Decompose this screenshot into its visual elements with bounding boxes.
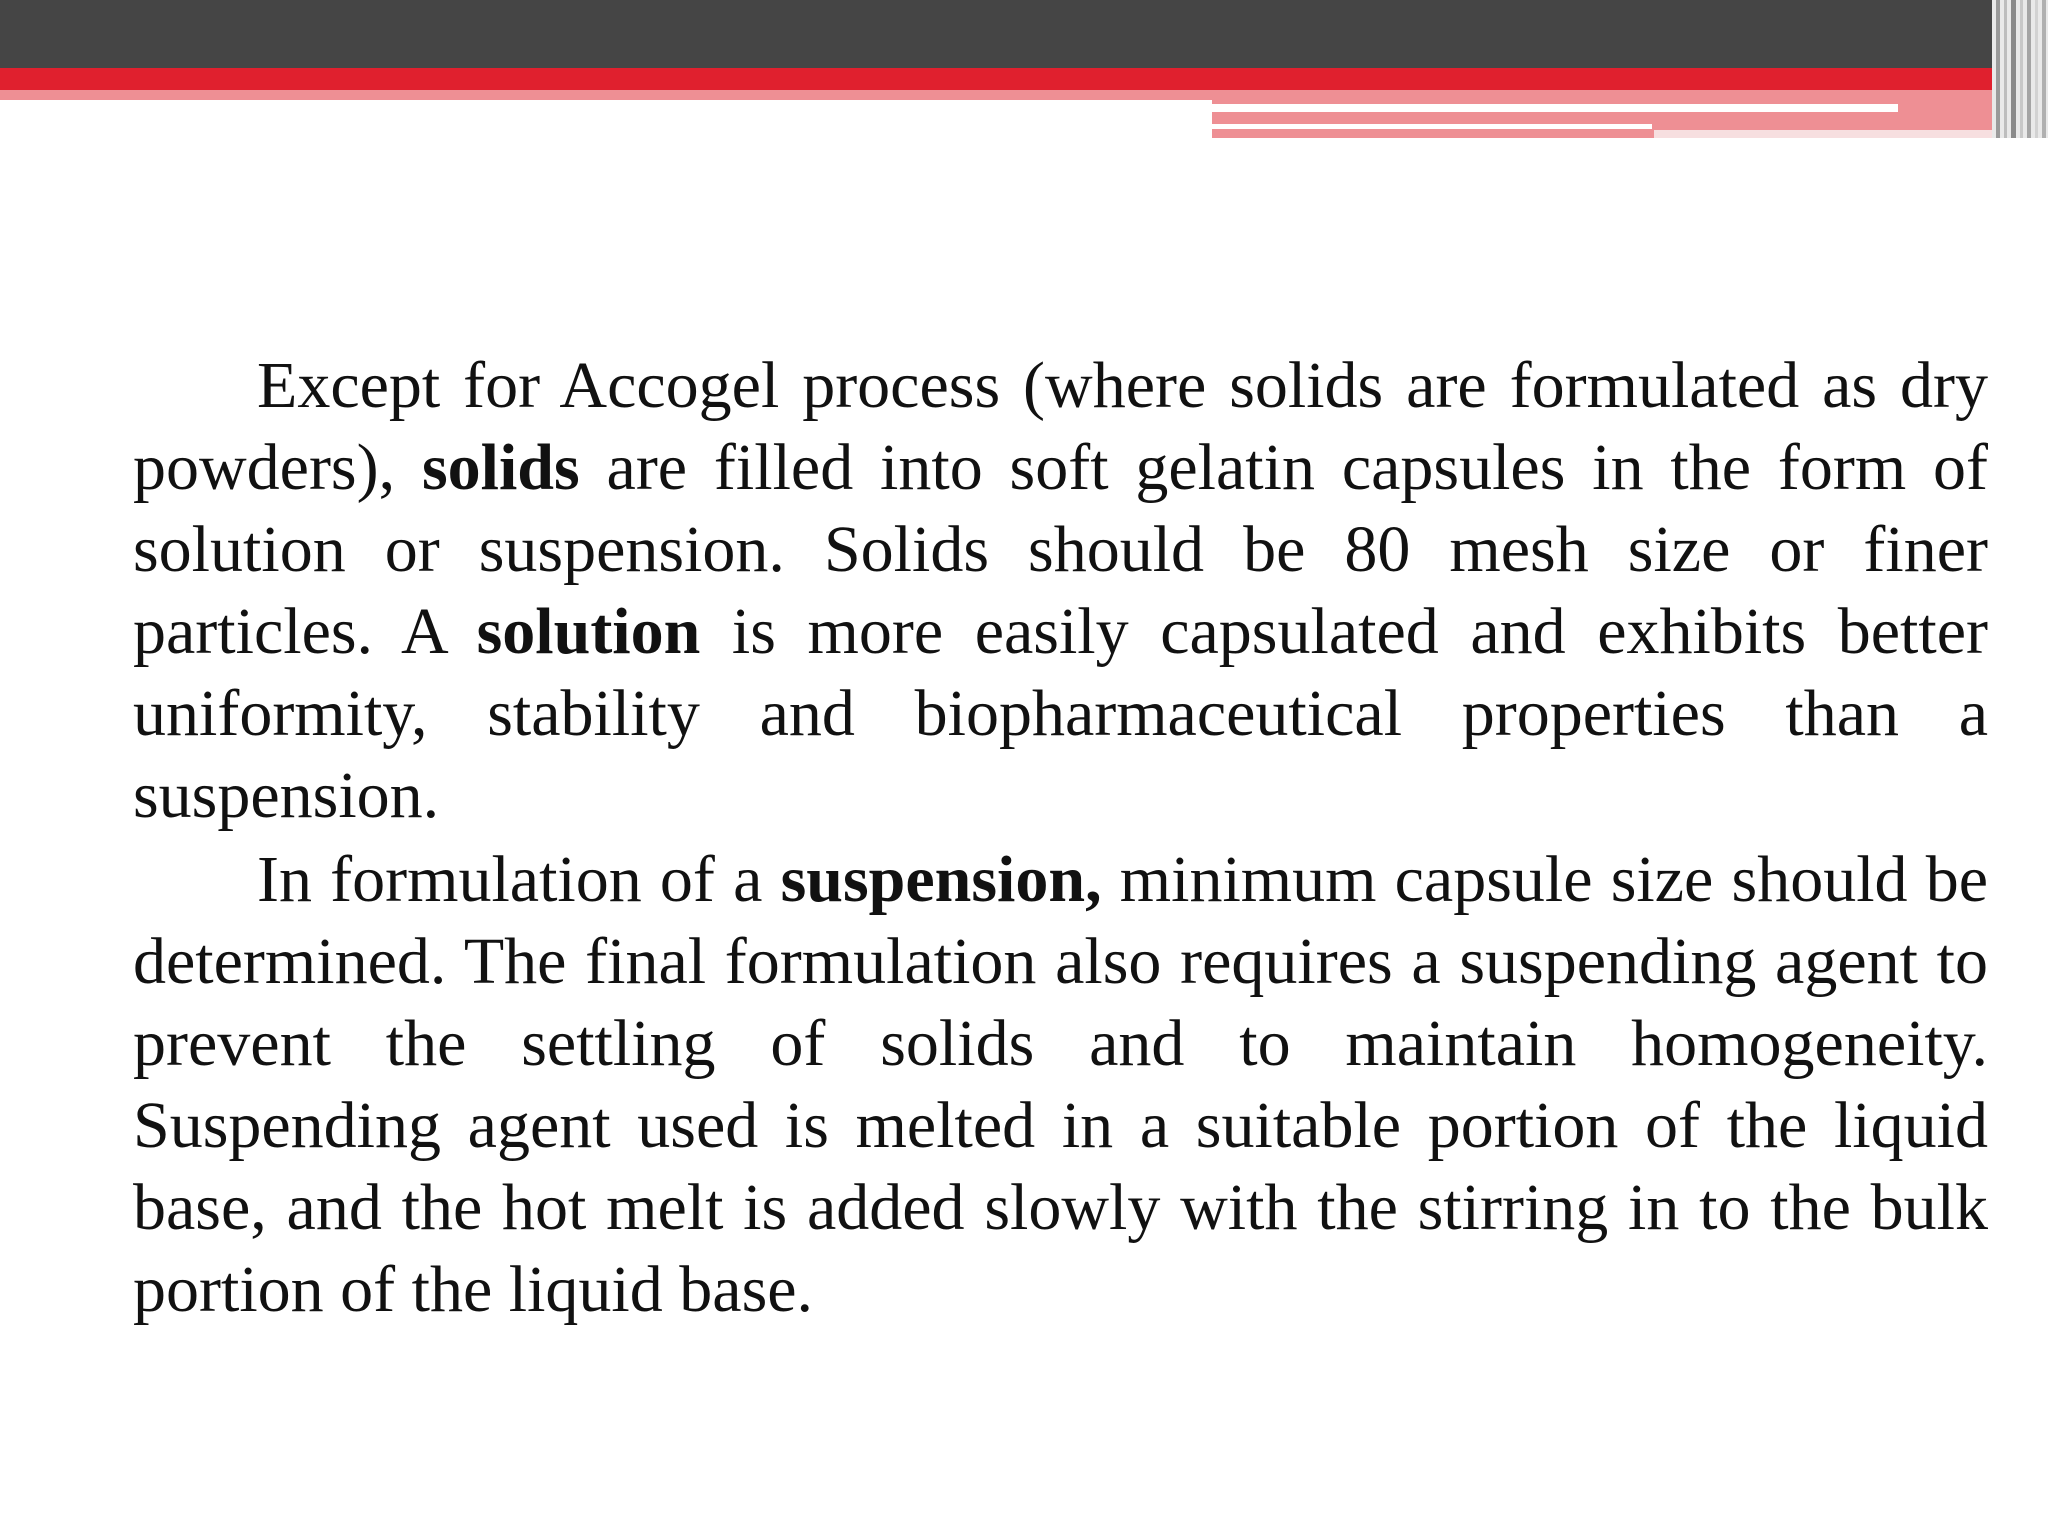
bold-term-solution: solution <box>476 595 701 668</box>
text-segment: minimum capsule size should be determined. The final formulation also requires a suspending agent to prevent the settling of solids and to maintain homogeneity. Suspending agent used is melted in a suitable portion of the liquid base, and the hot melt is added slowly with the stirring in to the bulk portion of the liquid base. <box>133 843 1989 1326</box>
paragraph-2 <box>133 839 1988 1331</box>
header-band-pink-left <box>0 90 1212 100</box>
text-segment: Except for Accogel process (where solids are formulated as dry powders), <box>133 349 1988 504</box>
header-stripes-decoration <box>1992 0 2048 138</box>
header-white-line-short <box>1212 124 1652 129</box>
text-segment: is more easily capsulated and exhibits better uniformity, stability and biopharmaceutical properties than a suspension. <box>133 595 1989 832</box>
slide-body-text <box>133 345 1988 1333</box>
header-light-block <box>1654 130 2048 138</box>
header-band-dark <box>0 0 2048 68</box>
text-segment: are filled into soft gelatin capsules in the form of solution or suspension. Solids should be 80 mesh size or finer particles. A <box>133 431 1988 668</box>
bold-term-suspension: suspension, <box>780 843 1102 916</box>
header-white-line <box>1212 104 1898 112</box>
paragraph-1 <box>133 345 1988 837</box>
header-band-red <box>0 68 2048 90</box>
text-segment: In formulation of a <box>257 843 781 916</box>
bold-term-solids: solids <box>421 431 580 504</box>
